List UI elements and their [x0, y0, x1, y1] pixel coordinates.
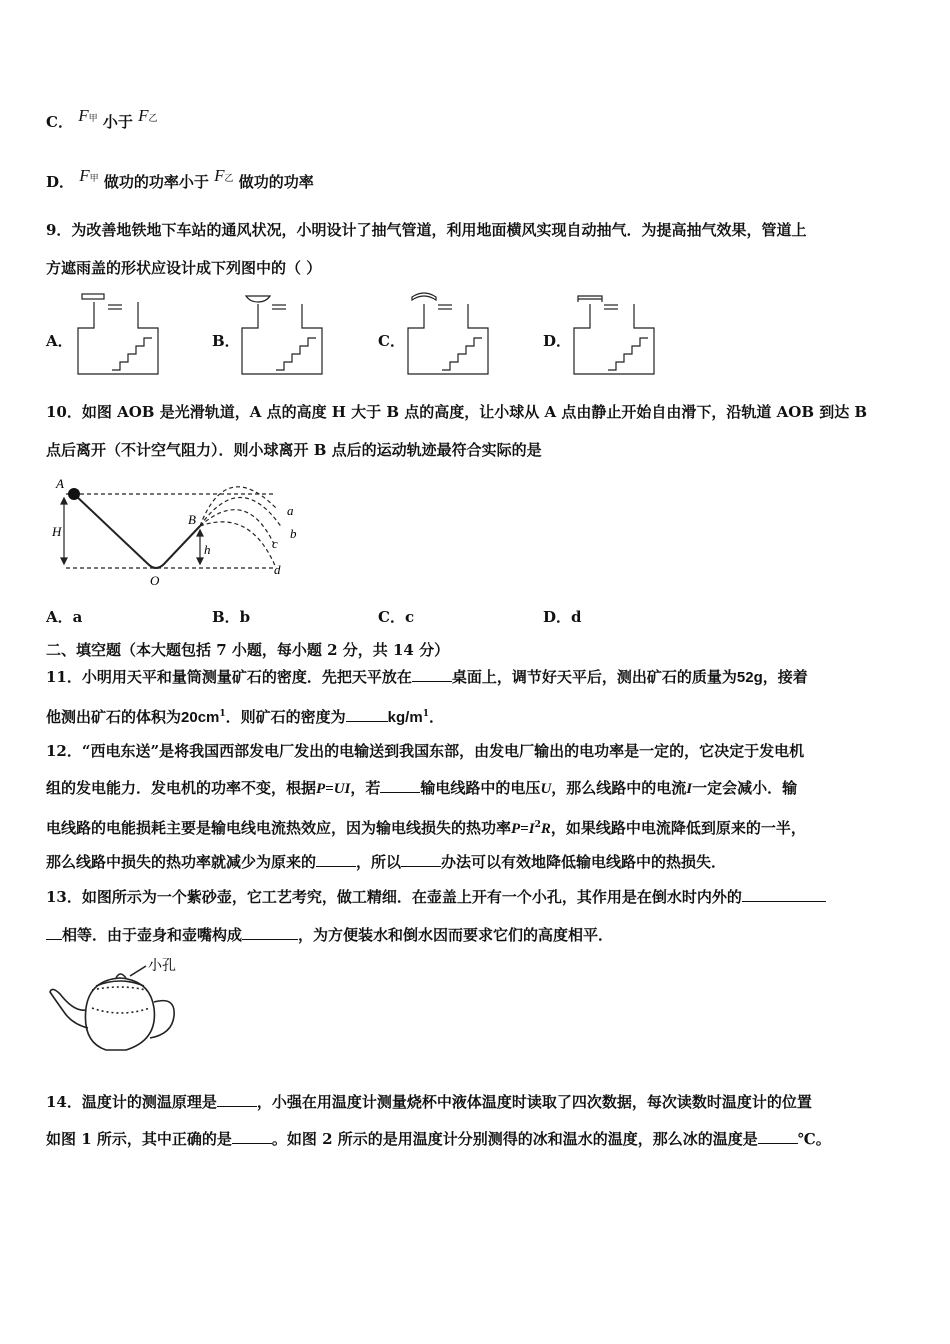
q9-option-b-label[interactable]: B． [212, 332, 240, 350]
blank-input[interactable] [758, 1129, 798, 1144]
q9-stem-line1: 9．为改善地铁地下车站的通风状况，小明设计了抽气管道，利用地面横风实现自动抽气．为提高抽气效果，管道上 [46, 221, 807, 239]
q10-option-b[interactable]: B．b [212, 608, 251, 626]
blank-input[interactable] [380, 778, 420, 793]
blank-input[interactable] [232, 1129, 272, 1144]
blank-input[interactable] [412, 667, 452, 682]
q9-option-d-label[interactable]: D． [543, 332, 572, 350]
section-title-fill-blanks: 二、填空题（本大题包括 7 小题，每小题 2 分，共 14 分） [46, 641, 450, 659]
f-jia-symbol: F甲 [78, 106, 98, 125]
label-traj-c: c [272, 536, 278, 551]
q9-figure-a[interactable] [74, 290, 164, 376]
label-a-point: A [56, 476, 64, 491]
f-jia-symbol: F甲 [79, 166, 99, 185]
label-traj-d: d [274, 562, 281, 577]
q10-option-a[interactable]: A．a [46, 608, 83, 626]
q9-figure-d[interactable] [570, 290, 660, 376]
label-b-point: B [188, 512, 196, 527]
q11-line2: 他测出矿石的体积为$20cm^1$．则矿石的密度为 $kg/m^1$． [46, 708, 444, 726]
q10-stem-line2: 点后离开（不计空气阻力）．则小球离开 B 点后的运动轨迹最符合实际的是 [46, 441, 542, 459]
teapot-figure [46, 956, 196, 1060]
blank-input[interactable] [242, 925, 298, 940]
q12-line1: 12．“西电东送”是将我国西部发电厂发出的电输送到我国东部，由发电厂输出的电功率是一定的，它决定于发电机 [46, 742, 805, 760]
q12-line3: 电线路的电能损耗主要是输电线电流热效应，因为输电线损失的热功率$P=I^2R$，如果线路中电流降低到原来的一半， [46, 819, 806, 837]
q9-option-c-label[interactable]: C． [378, 332, 405, 350]
q13-line1: 13．如图所示为一个紫砂壶，它工艺考究，做工精细．在壶盖上开有一个小孔，其作用是在倒水时内外的 [46, 887, 826, 907]
q9-option-a-label[interactable]: A． [46, 332, 73, 350]
q8-option-c[interactable]: C． F甲 小于 F乙 [46, 106, 158, 131]
label-h-big: H [52, 524, 62, 539]
q9-figure-c[interactable] [404, 290, 494, 376]
q14-line1: 14．温度计的测温原理是 ，小强在用温度计测量烧杯中液体温度时读取了四次数据，每次读数时温度计的位置 [46, 1093, 812, 1111]
f-yi-symbol: F乙 [214, 166, 234, 185]
label-traj-a: a [287, 503, 294, 518]
f-yi-symbol: F乙 [138, 106, 158, 125]
label-o-point: O [150, 573, 160, 588]
q10-track-figure [46, 468, 306, 593]
blank-input[interactable] [401, 852, 441, 867]
q11-line1: 11．小明用天平和量筒测量矿石的密度．先把天平放在 桌面上，调节好天平后，测出矿石的质量为52g，接着 [46, 668, 808, 686]
label-h-small: h [204, 542, 211, 557]
q8-option-d[interactable]: D． F甲 做功的功率小于 F乙 做功的功率 [46, 166, 314, 191]
q9-stem-line2: 方遮雨盖的形状应设计成下列图中的（ ） [46, 259, 322, 277]
q10-option-d[interactable]: D．d [543, 608, 582, 626]
label-small-hole: 小孔 [148, 959, 176, 974]
q9-figure-b[interactable] [238, 290, 328, 376]
q10-stem-line1: 10．如图 AOB 是光滑轨道，A 点的高度 H 大于 B 点的高度，让小球从 A 点由静止开始自由滑下，沿轨道 AOB 到达 B [46, 403, 868, 421]
blank-input[interactable] [346, 707, 388, 722]
blank-input[interactable] [46, 925, 62, 940]
q10-option-c[interactable]: C．c [378, 608, 415, 626]
q13-line2: 相等．由于壶身和壶嘴构成 ，为方便装水和倒水因而要求它们的高度相平． [46, 925, 613, 945]
q12-line2: 组的发电能力．发电机的功率不变，根据P=UI，若 输电线路中的电压U，那么线路中的电流I一定会减小．输 [46, 779, 798, 797]
blank-input[interactable] [316, 852, 356, 867]
label-traj-b: b [290, 526, 297, 541]
blank-input[interactable] [217, 1092, 257, 1107]
q14-line2: 如图 1 所示，其中正确的是 。如图 2 所示的是用温度计分别测得的冰和温水的温度，那么冰的温度是 ℃。 [46, 1130, 831, 1148]
blank-input[interactable] [742, 887, 826, 902]
q12-line4: 那么线路中损失的热功率就减少为原来的 ，所以 办法可以有效地降低输电线路中的热损失． [46, 853, 727, 871]
